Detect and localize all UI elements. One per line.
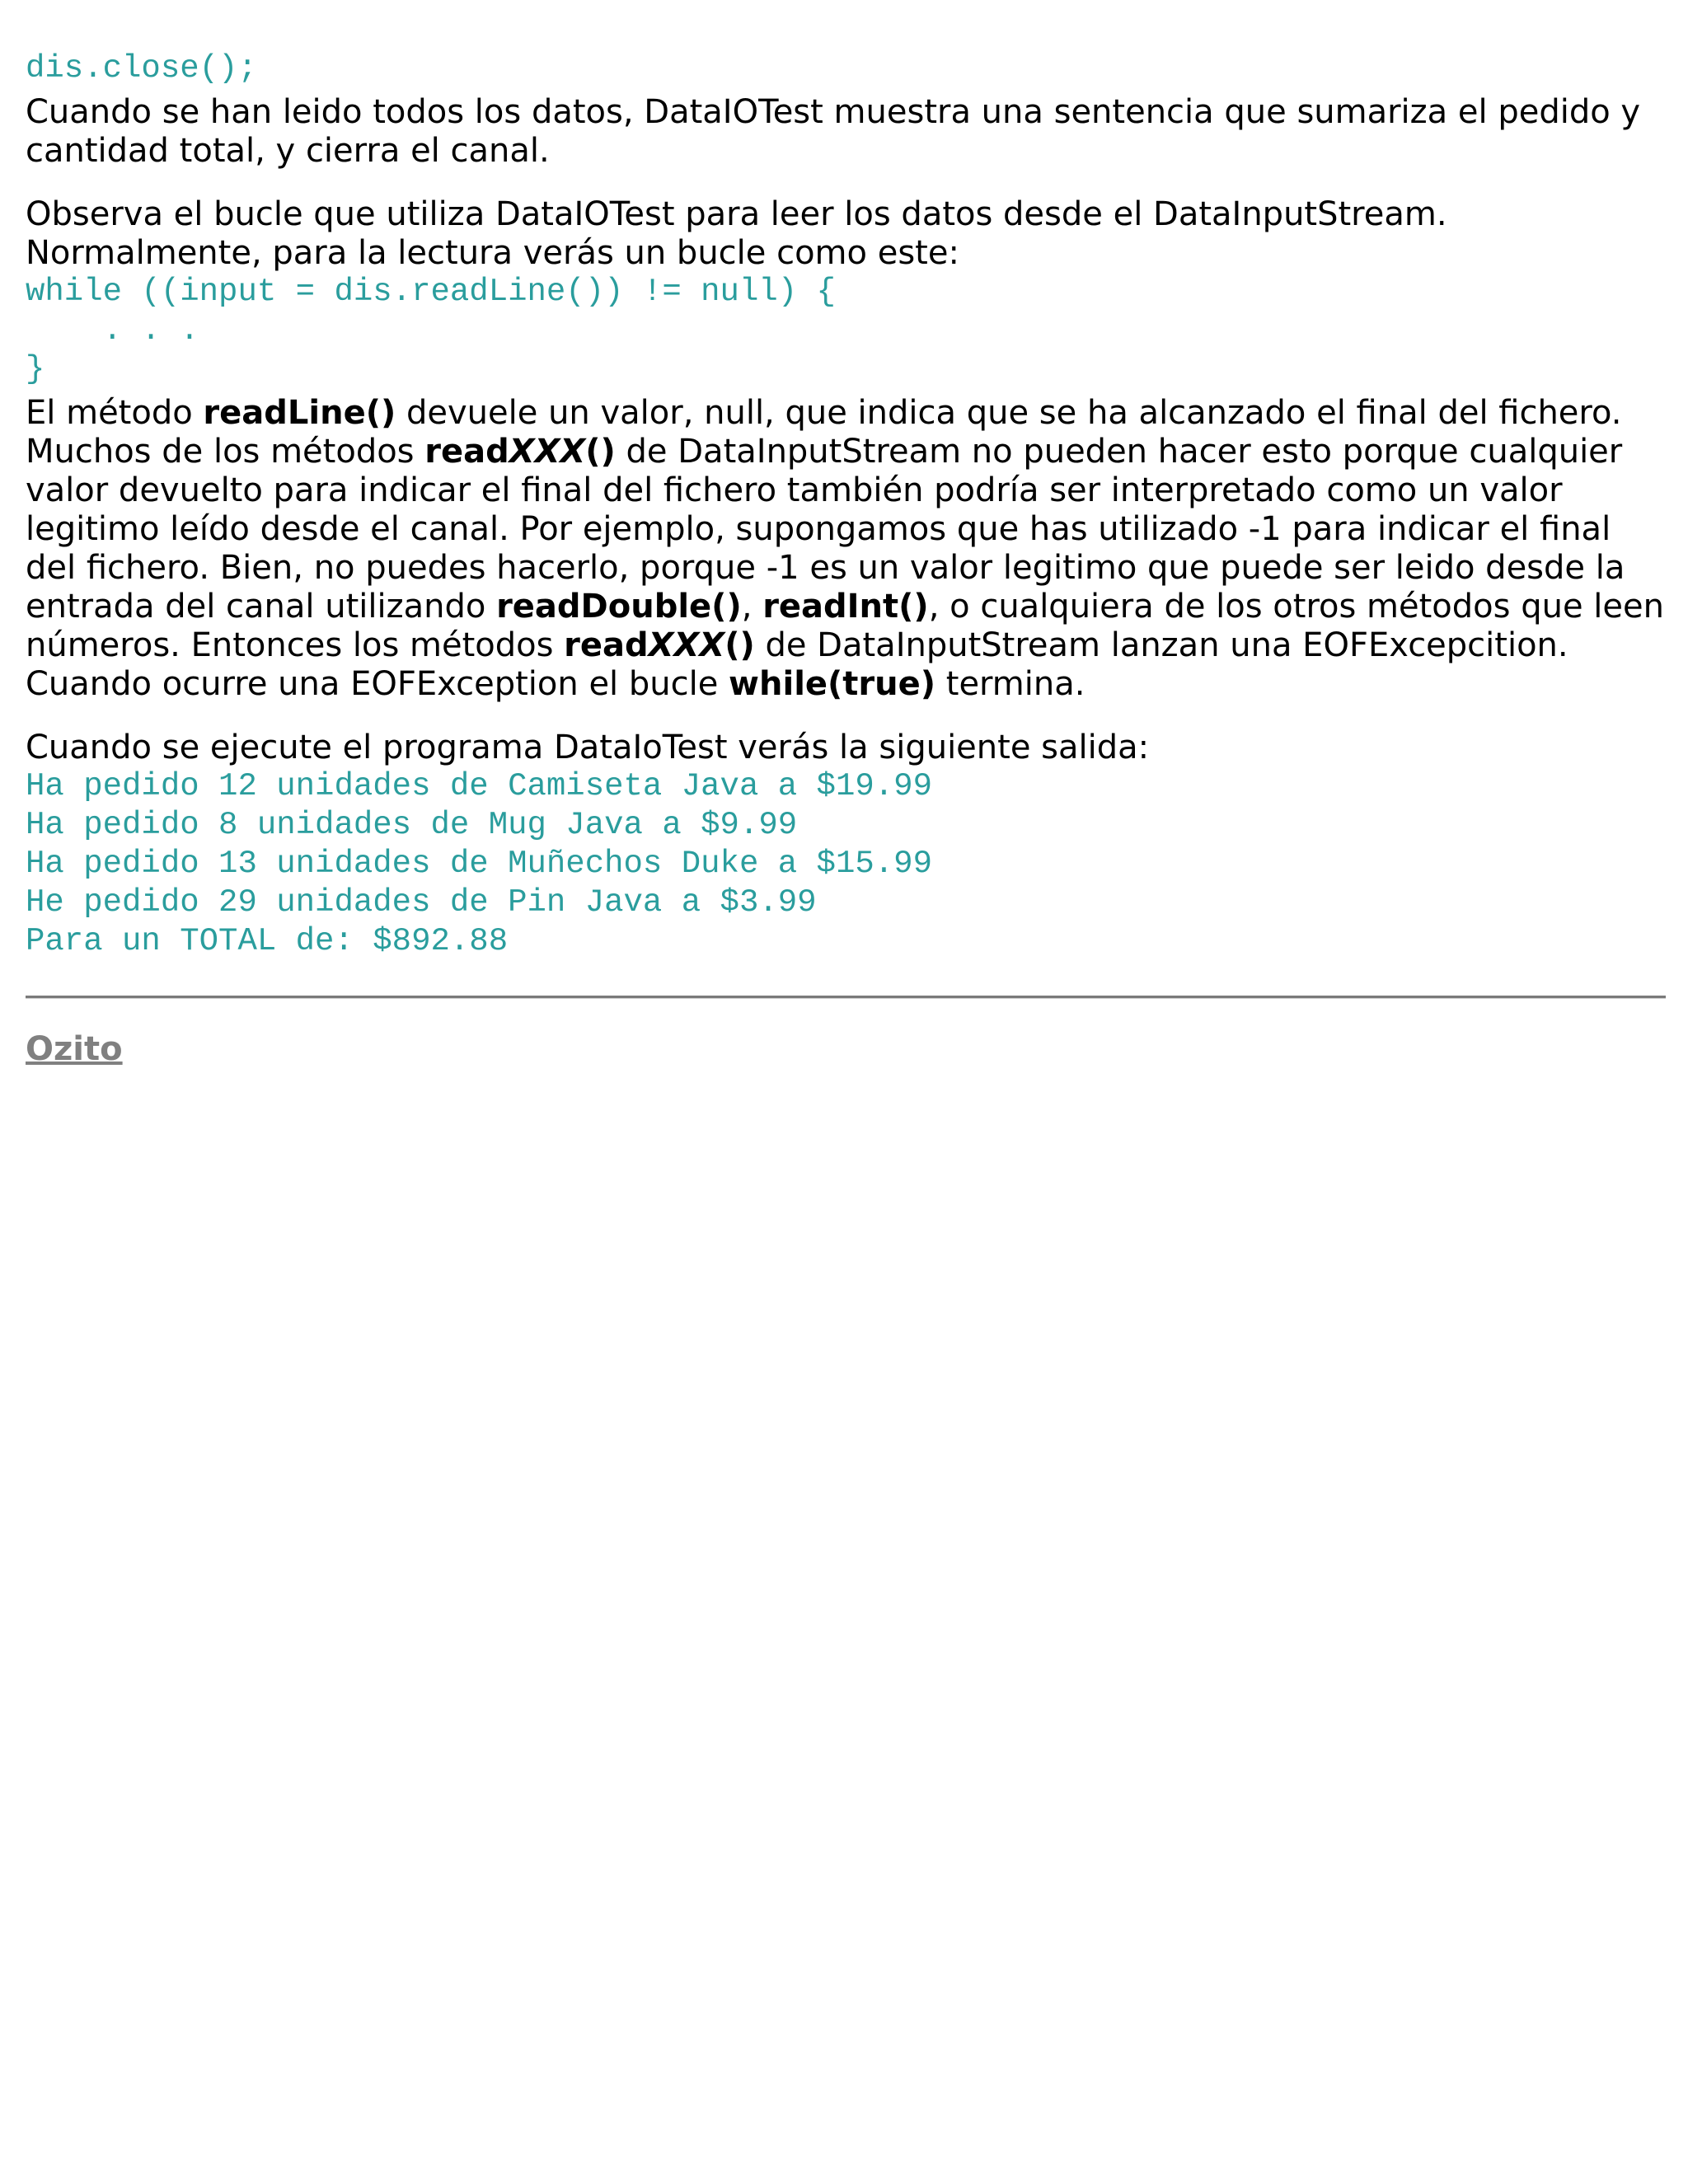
- output-line: Ha pedido 8 unidades de Mug Java a $9.99: [26, 807, 798, 843]
- text-segment: devuele un valor, null, que indica que se ha alcanzado el final del fichero. Muchos de los métodos: [26, 394, 1622, 471]
- method-readint: readInt(): [762, 588, 929, 626]
- method-readdouble: readDouble(): [496, 588, 742, 626]
- text-segment: termina.: [935, 665, 1085, 703]
- code-loop-snippet: [26, 273, 1666, 389]
- method-readxxx-parens: (): [724, 626, 755, 664]
- method-readxxx: [424, 433, 616, 471]
- text-segment: ,: [741, 588, 763, 626]
- paragraph-summary: Cuando se han leido todos los datos, DataIOTest muestra una sentencia que sumariza el pedido y cantidad total, y cierra el canal.: [26, 93, 1641, 170]
- code-line: dis.close();: [26, 50, 257, 87]
- method-readxxx-parens: (): [585, 433, 616, 471]
- code-line: . . .: [26, 312, 199, 349]
- output-line: Ha pedido 13 unidades de Muñechos Duke a $15.99: [26, 846, 932, 882]
- code-close-snippet: [26, 49, 1666, 88]
- method-readxxx-prefix: read: [424, 433, 509, 471]
- code-line: }: [26, 351, 45, 387]
- text-segment: El método: [26, 394, 204, 432]
- keyword-while-true: while(true): [729, 665, 936, 703]
- paragraph-loop-intro: Observa el bucle que utiliza DataIOTest para leer los datos desde el DataInputStream. Normalmente, para la lectura verás un bucle como este:: [26, 195, 1447, 272]
- horizontal-divider: [26, 996, 1666, 999]
- output-line: Para un TOTAL de: $892.88: [26, 923, 509, 959]
- text-segment: de DataInputStream lanzan una EOFExcepcition. Cuando ocurre una EOFException el bucle: [26, 626, 1568, 703]
- ozito-link[interactable]: Ozito: [26, 1030, 123, 1068]
- output-line: He pedido 29 unidades de Pin Java a $3.99: [26, 884, 817, 921]
- text-segment: de DataInputStream no pueden hacer esto porque cualquier valor devuelto para indicar el final del fichero también podría ser interpretado como un valor legitimo leído desde el canal. Por ejemplo, supongamos que has utilizado -1 para indicar el final del fichero. Bien, no puedes hacerlo, porque -1 es un valor legitimo que puede ser leido desde la entrada del canal utilizando: [26, 433, 1625, 626]
- method-readxxx-placeholder: XXX: [648, 626, 725, 664]
- method-readxxx-placeholder: XXX: [509, 433, 586, 471]
- output-line: Ha pedido 12 unidades de Camiseta Java a $19.99: [26, 768, 932, 804]
- paragraph-output-intro: Cuando se ejecute el programa DataIoTest verás la siguiente salida:: [26, 729, 1150, 766]
- document-page: [26, 49, 1666, 1068]
- method-readxxx-2: [564, 626, 755, 664]
- code-line: while ((input = dis.readLine()) != null) {: [26, 274, 836, 310]
- paragraph-readline-explanation: [26, 394, 1666, 704]
- method-readxxx-prefix: read: [564, 626, 649, 664]
- method-readline: readLine(): [203, 394, 396, 432]
- program-output: [26, 767, 1666, 961]
- text-segment: , o cualquiera de los otros métodos que leen números. Entonces los métodos: [26, 588, 1664, 664]
